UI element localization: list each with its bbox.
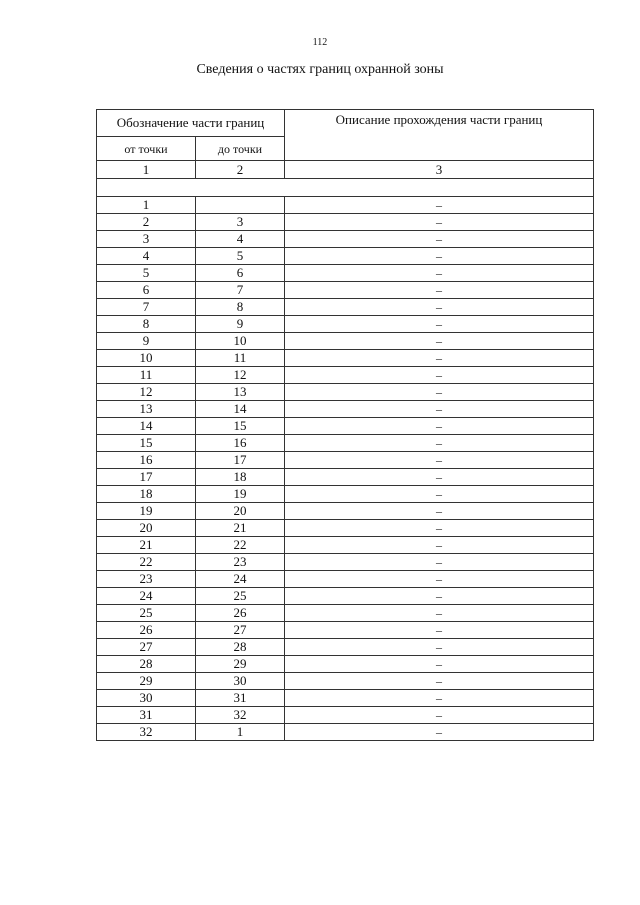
point-from-cell: 20 xyxy=(97,520,196,537)
point-from-cell: 22 xyxy=(97,554,196,571)
point-to-cell: 17 xyxy=(196,452,285,469)
table-row xyxy=(97,503,594,520)
description-cell: – xyxy=(285,486,594,503)
point-to-cell: 29 xyxy=(196,656,285,673)
point-to-cell: 22 xyxy=(196,537,285,554)
point-from-cell: 9 xyxy=(97,333,196,350)
table-row xyxy=(97,265,594,282)
column-number: 1 xyxy=(97,161,196,179)
column-number: 3 xyxy=(285,161,594,179)
table-row xyxy=(97,231,594,248)
point-to-cell: 11 xyxy=(196,350,285,367)
table-row xyxy=(97,384,594,401)
point-from-cell: 30 xyxy=(97,690,196,707)
table-row xyxy=(97,486,594,503)
header-to-cell: до точки xyxy=(196,137,285,161)
point-from-cell: 31 xyxy=(97,707,196,724)
description-cell: – xyxy=(285,656,594,673)
point-from-cell: 29 xyxy=(97,673,196,690)
point-to-cell: 27 xyxy=(196,622,285,639)
point-from-cell: 6 xyxy=(97,282,196,299)
point-to-cell: 6 xyxy=(196,265,285,282)
table-row xyxy=(97,469,594,486)
table-row xyxy=(97,639,594,656)
table-row xyxy=(97,333,594,350)
table-row xyxy=(97,214,594,231)
point-from-cell: 25 xyxy=(97,605,196,622)
description-cell: – xyxy=(285,316,594,333)
description-cell: – xyxy=(285,605,594,622)
point-from-cell: 2 xyxy=(97,214,196,231)
point-from-cell: 13 xyxy=(97,401,196,418)
point-to-cell: 28 xyxy=(196,639,285,656)
point-from-cell: 8 xyxy=(97,316,196,333)
point-from-cell: 4 xyxy=(97,248,196,265)
point-from-cell: 17 xyxy=(97,469,196,486)
document-title: Сведения о частях границ охранной зоны xyxy=(196,62,444,77)
table-row xyxy=(97,673,594,690)
blank-row xyxy=(97,179,594,197)
description-cell: – xyxy=(285,197,594,214)
table-row xyxy=(97,588,594,605)
point-to-cell: 8 xyxy=(196,299,285,316)
description-cell: – xyxy=(285,503,594,520)
point-from-cell: 15 xyxy=(97,435,196,452)
description-cell: – xyxy=(285,690,594,707)
point-to-cell: 23 xyxy=(196,554,285,571)
header-description-cell: Описание прохождения части границ xyxy=(285,110,594,161)
column-number: 2 xyxy=(196,161,285,179)
point-to-cell: 25 xyxy=(196,588,285,605)
description-cell: – xyxy=(285,231,594,248)
point-to-cell: 16 xyxy=(196,435,285,452)
point-to-cell: 12 xyxy=(196,367,285,384)
header-group-cell: Обозначение части границ xyxy=(97,110,285,137)
description-cell: – xyxy=(285,537,594,554)
point-to-cell: 31 xyxy=(196,690,285,707)
point-from-cell: 32 xyxy=(97,724,196,741)
table-row xyxy=(97,418,594,435)
point-to-cell: 7 xyxy=(196,282,285,299)
point-from-cell: 3 xyxy=(97,231,196,248)
point-to-cell: 21 xyxy=(196,520,285,537)
description-cell: – xyxy=(285,452,594,469)
point-to-cell: 30 xyxy=(196,673,285,690)
table-row xyxy=(97,316,594,333)
description-cell: – xyxy=(285,248,594,265)
description-cell: – xyxy=(285,299,594,316)
point-to-cell: 5 xyxy=(196,248,285,265)
description-cell: – xyxy=(285,520,594,537)
description-cell: – xyxy=(285,639,594,656)
page-number: 112 xyxy=(312,37,328,48)
table-row xyxy=(97,452,594,469)
description-cell: – xyxy=(285,707,594,724)
table-row xyxy=(97,367,594,384)
point-from-cell: 26 xyxy=(97,622,196,639)
point-to-cell: 32 xyxy=(196,707,285,724)
table-row xyxy=(97,350,594,367)
table-row xyxy=(97,707,594,724)
table-row xyxy=(97,554,594,571)
point-to-cell: 13 xyxy=(196,384,285,401)
point-from-cell: 27 xyxy=(97,639,196,656)
description-cell: – xyxy=(285,588,594,605)
point-to-cell: 1 xyxy=(196,724,285,741)
description-cell: – xyxy=(285,265,594,282)
point-to-cell: 18 xyxy=(196,469,285,486)
description-cell: – xyxy=(285,367,594,384)
point-from-cell: 10 xyxy=(97,350,196,367)
boundary-parts-table xyxy=(96,109,594,741)
point-to-cell: 4 xyxy=(196,231,285,248)
point-to-cell: 24 xyxy=(196,571,285,588)
table-row xyxy=(97,248,594,265)
point-to-cell: 20 xyxy=(196,503,285,520)
description-cell: – xyxy=(285,435,594,452)
point-from-cell: 18 xyxy=(97,486,196,503)
table-row xyxy=(97,197,594,214)
column-numbering-row xyxy=(97,161,594,179)
point-to-cell: 14 xyxy=(196,401,285,418)
point-to-cell: 9 xyxy=(196,316,285,333)
table-row xyxy=(97,622,594,639)
table-row xyxy=(97,537,594,554)
point-from-cell: 7 xyxy=(97,299,196,316)
table-row xyxy=(97,282,594,299)
table-row xyxy=(97,656,594,673)
description-cell: – xyxy=(285,418,594,435)
description-cell: – xyxy=(285,384,594,401)
header-row xyxy=(97,110,594,137)
point-from-cell: 1 xyxy=(97,197,196,214)
point-from-cell: 21 xyxy=(97,537,196,554)
table-row xyxy=(97,299,594,316)
point-from-cell: 12 xyxy=(97,384,196,401)
point-from-cell: 24 xyxy=(97,588,196,605)
point-from-cell: 14 xyxy=(97,418,196,435)
point-from-cell: 5 xyxy=(97,265,196,282)
point-to-cell xyxy=(196,197,285,214)
description-cell: – xyxy=(285,401,594,418)
description-cell: – xyxy=(285,571,594,588)
description-cell: – xyxy=(285,673,594,690)
header-from-cell: от точки xyxy=(97,137,196,161)
point-to-cell: 26 xyxy=(196,605,285,622)
description-cell: – xyxy=(285,622,594,639)
point-to-cell: 3 xyxy=(196,214,285,231)
point-from-cell: 19 xyxy=(97,503,196,520)
point-from-cell: 11 xyxy=(97,367,196,384)
point-from-cell: 28 xyxy=(97,656,196,673)
point-from-cell: 16 xyxy=(97,452,196,469)
point-from-cell: 23 xyxy=(97,571,196,588)
table-row xyxy=(97,724,594,741)
description-cell: – xyxy=(285,724,594,741)
description-cell: – xyxy=(285,469,594,486)
point-to-cell: 19 xyxy=(196,486,285,503)
table-row xyxy=(97,690,594,707)
blank-cell xyxy=(97,179,594,197)
description-cell: – xyxy=(285,333,594,350)
description-cell: – xyxy=(285,214,594,231)
table-row xyxy=(97,401,594,418)
description-cell: – xyxy=(285,282,594,299)
table-row xyxy=(97,520,594,537)
table-row xyxy=(97,435,594,452)
point-to-cell: 10 xyxy=(196,333,285,350)
point-to-cell: 15 xyxy=(196,418,285,435)
table-row xyxy=(97,571,594,588)
description-cell: – xyxy=(285,554,594,571)
table-row xyxy=(97,605,594,622)
description-cell: – xyxy=(285,350,594,367)
